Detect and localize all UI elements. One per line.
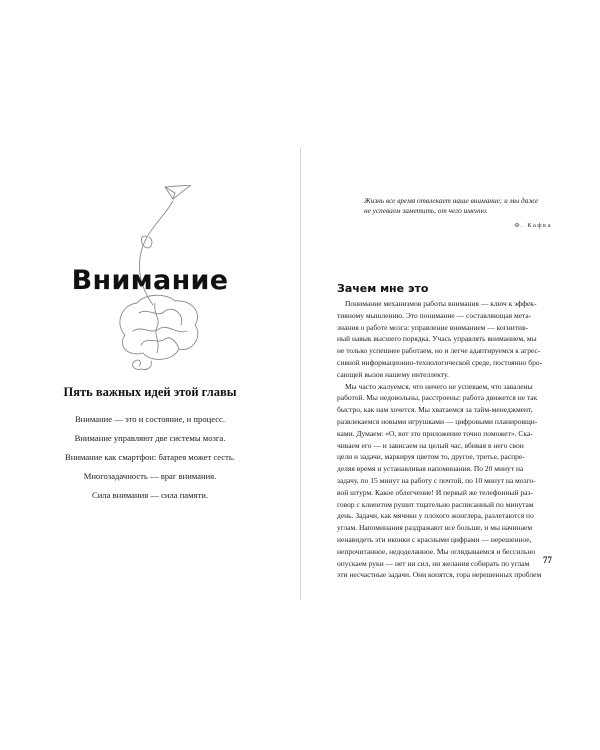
epigraph-line: Жизнь все время отвлекает наше внимание; и мы даже [364, 196, 539, 205]
body-line: день. Задачи, как мячики у плохого жонглера, разлетаются по [337, 511, 534, 521]
body-line: развлекаемся новыми игрушками — цифровыми планировщи- [337, 416, 538, 426]
body-line: ный навык высшего порядка. Учась управлять вниманием, мы [337, 334, 537, 344]
body-line: чиваем его — и зависаем на целый час, вбивая в него свои [337, 440, 524, 450]
body-line: не только успешнее работаем, но и легче адаптируемся к агрес- [337, 346, 541, 356]
body-line: деляя время и устанавливая напоминания. По 20 минут на [337, 464, 524, 474]
body-line: непрочитанное, недоделанное. Мы оглядываемся и бессильно [337, 546, 536, 556]
idea-item: Сила внимания — сила памяти. [91, 490, 209, 500]
idea-item: Внимание как смартфон: батарея может сесть. [65, 452, 235, 462]
body-line: говор с клиентом рушит тщательно расписанный по минутам [337, 499, 534, 509]
epigraph-author: Ф. Кафка [514, 222, 552, 229]
ideas-list [0, 410, 300, 505]
body-line: эти несчастные задачи. Они копятся, гора нерешенных проблем [337, 570, 542, 580]
ideas-heading: Пять важных идей этой главы [63, 385, 237, 399]
body-line: сающей вызов нашему интеллекту. [337, 369, 449, 379]
body-text [337, 298, 551, 581]
body-line: сивной информационно-технологической среде, постоянно бро- [337, 357, 543, 367]
idea-item: Внимание управляют две системы мозга. [74, 433, 226, 443]
body-line: Мы часто жалуемся, что ничего не успеваем, что завалены [345, 381, 533, 391]
body-line: цели и задачи, маркируя цветом то, другое, третье, распре- [337, 452, 525, 462]
page-number: 77 [543, 555, 552, 565]
section-heading: Зачем мне это [337, 282, 429, 295]
idea-item: Многозадачность — враг внимания. [83, 471, 217, 481]
brain-icon [120, 295, 198, 369]
epigraph-line: не успеваем заметить, от чего именно. [364, 206, 488, 215]
body-line: задачу, по 15 минут на работу с почтой, по 10 минут на мозго- [337, 475, 536, 485]
body-line: опускаем руки — нет ни сил, ни желания собирать по углам [337, 558, 530, 568]
body-line: ненавидеть эти иконки с красными цифрами — нерешенное, [337, 534, 532, 544]
body-line: углам. Напоминания раздражают все больше, и мы начинаем [337, 523, 533, 533]
body-line: ками. Думаем: «О, вот это приложение точно поможет». Ска- [337, 428, 533, 438]
body-line: Понимание механизмов работы внимания — ключ к эффек- [345, 299, 537, 308]
body-line: тивному мышлению. Это понимание — составляющая мета- [337, 310, 532, 320]
epigraph [364, 196, 554, 216]
paper-plane-icon [165, 185, 191, 199]
body-line: работой. Мы недовольны, расстроены: работа движется не так [337, 393, 538, 403]
body-line: вой штурм. Какое облегчение! И первый же телефонный раз- [337, 487, 533, 497]
body-line: быстро, как нам хочется. Мы хватаемся за тайм-менеджмент, [337, 405, 533, 415]
chapter-title: Внимание [71, 265, 229, 296]
body-line: знания о работе мозга: управление вниманием — когнитив- [337, 322, 529, 332]
idea-item: Внимание — это и состояние, и процесс. [74, 414, 226, 424]
